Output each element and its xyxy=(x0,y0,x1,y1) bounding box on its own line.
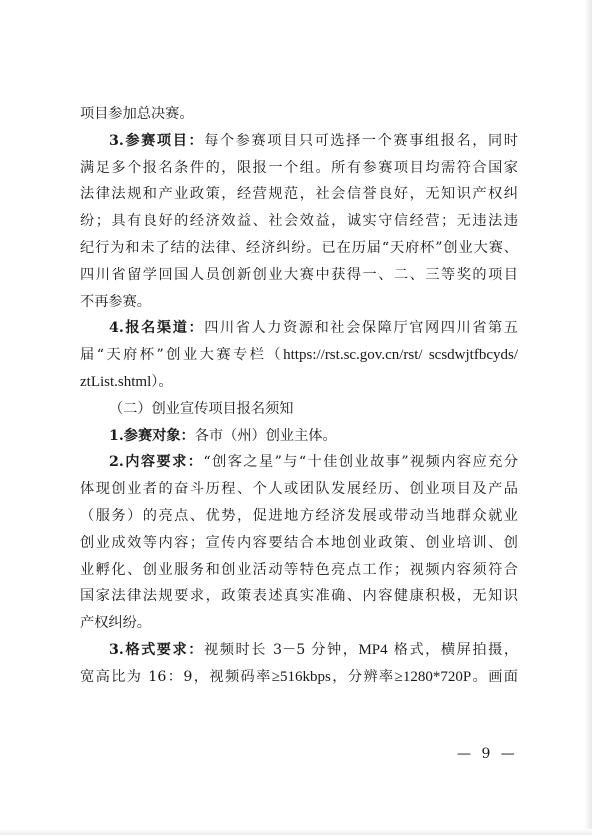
url-text: ztList.shtml xyxy=(80,373,152,390)
url-text: https://rst.sc.gov.cn/rst/ scsdwjtfbcyds/ xyxy=(283,347,518,364)
resolution-text: ≥1280*720P xyxy=(394,668,472,685)
body-line xyxy=(80,664,518,691)
item-heading: 1.参赛对象： xyxy=(109,427,195,444)
page-number: — 9 — xyxy=(457,746,518,762)
section-heading-line xyxy=(80,315,518,342)
body-line: 创业成效等内容；宣传内容要结合本地创业政策、创业培训、创 xyxy=(80,534,518,551)
body-line: 项目参加总决赛。 xyxy=(80,106,194,122)
item-heading: 3.格式要求： xyxy=(109,641,205,658)
format-text: MP4 xyxy=(358,641,388,658)
body-line xyxy=(80,369,518,396)
body-text: ）。 xyxy=(151,373,173,390)
section-heading-line xyxy=(80,423,518,450)
bitrate-text: ≥516kbps xyxy=(271,668,331,685)
body-line: 业孵化、创业服务和创业活动等特色亮点工作；视频内容须符合 xyxy=(80,561,518,578)
item-heading: 2.内容要求： xyxy=(109,454,204,471)
page-edge-shadow-bottom xyxy=(0,829,592,835)
body-line: 纷；具有良好的经济效益、社会效益，诚实守信经营；无违法违 xyxy=(80,213,518,230)
body-line: （服务）的亮点、优势，促进地方经济发展或带动当地群众就业 xyxy=(80,507,518,524)
page-edge-shadow xyxy=(584,0,592,835)
body-line: 体现创业者的奋斗历程、个人或团队发展经历、创业项目及产品 xyxy=(80,481,518,498)
body-line xyxy=(80,342,518,369)
body-line: 国家法律法规要求，政策表述真实准确、内容健康积极，无知识 xyxy=(80,588,518,605)
body-text: ，分辨率 xyxy=(330,668,395,685)
body-text: 。画面 xyxy=(471,668,518,685)
item-heading: 3.参赛项目： xyxy=(109,132,205,149)
body-text: “创客之星”与“十佳创业故事”视频内容应充分 xyxy=(203,454,519,471)
section-heading-line xyxy=(80,637,518,664)
body-line: 纪行为和未了结的法律、经济纠纷。已在历届“天府杯”创业大赛、 xyxy=(80,239,518,256)
section-heading-line xyxy=(80,449,518,476)
subsection-title: （二）创业宣传项目报名须知 xyxy=(109,400,294,417)
body-text: 视频时长 3－5 分钟， xyxy=(204,641,359,658)
body-text: 宽高比为 16：9，视频码率 xyxy=(80,668,272,685)
body-line: 四川省留学回国人员创新创业大赛中获得一、二、三等奖的项目 xyxy=(80,266,518,283)
body-line: 法律法规和产业政策，经营规范，社会信誉良好，无知识产权纠 xyxy=(80,186,518,203)
body-text: 格式，横屏拍摄， xyxy=(387,641,519,658)
body-text: 四川省人力资源和社会保障厅官网四川省第五 xyxy=(204,320,518,337)
body-line: 产权纠纷。 xyxy=(80,615,151,632)
body-text: 各市（州）创业主体。 xyxy=(194,427,337,444)
item-heading: 4.报名渠道： xyxy=(109,320,205,337)
body-line: 满足多个报名条件的，限报一个组。所有参赛项目均需符合国家 xyxy=(80,159,518,176)
body-line: 不再参赛。 xyxy=(80,293,151,310)
body-text: 届“天府杯”创业大赛专栏（ xyxy=(80,347,284,364)
body-text: 每个参赛项目只可选择一个赛事组报名，同时 xyxy=(204,132,518,149)
section-heading-line xyxy=(80,128,518,155)
document-body xyxy=(80,101,518,691)
